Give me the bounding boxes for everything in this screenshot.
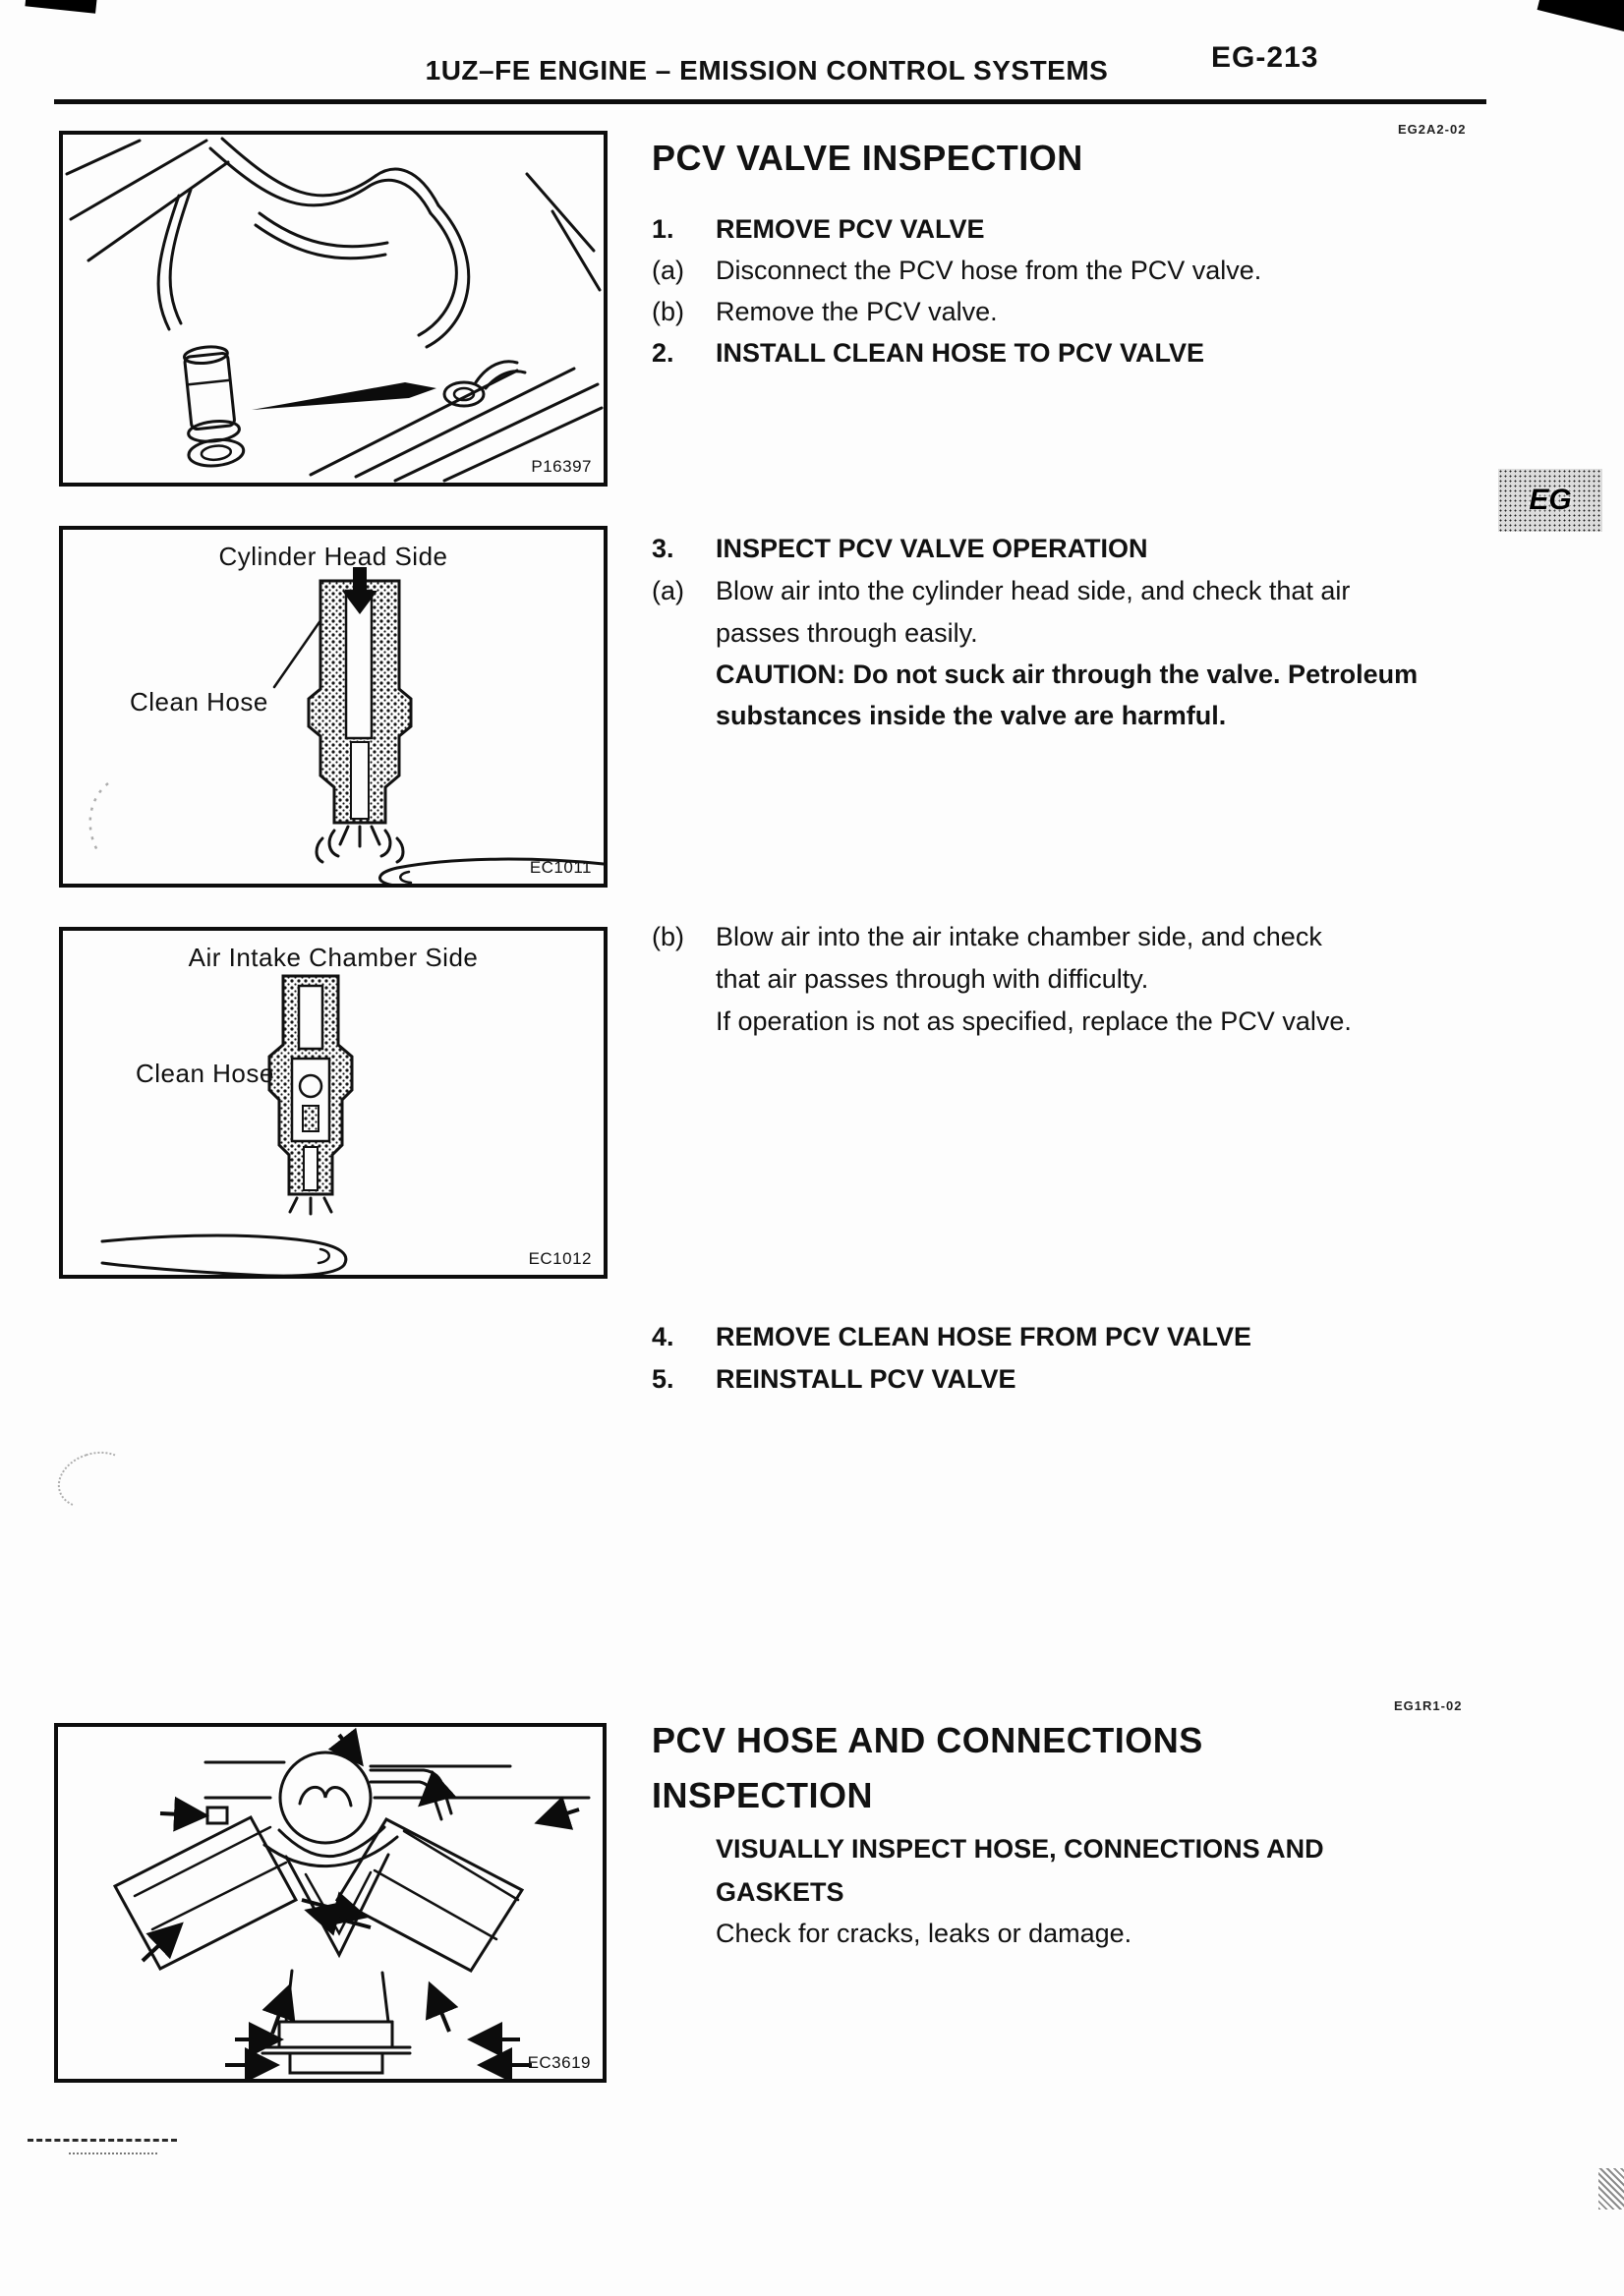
clean-hose-label: Clean Hose	[130, 687, 268, 717]
scan-artifact-dashed-line	[28, 2139, 177, 2142]
section-tab-eg	[1498, 469, 1602, 532]
figure-engine-front-view	[54, 1723, 607, 2083]
scan-artifact-arc	[50, 1443, 139, 1519]
step-3b-line2: that air passes through with difficulty.	[716, 964, 1149, 994]
figure-cylinder-head-side	[59, 526, 608, 888]
pcv-valve-cross-section	[63, 931, 604, 1275]
header-rule	[54, 99, 1486, 104]
section-title-pcv-hose-line1: PCV HOSE AND CONNECTIONS	[652, 1720, 1203, 1760]
scan-artifact-bottom-right	[1598, 2168, 1624, 2210]
step-3a-line2: passes through easily.	[716, 618, 978, 648]
scan-artifact-top-right	[1537, 0, 1624, 32]
section-title-pcv-valve: PCV VALVE INSPECTION	[652, 138, 1083, 178]
section-code-pcv-hose: EG1R1-02	[1394, 1698, 1463, 1713]
figure-code: EC3619	[527, 2053, 591, 2072]
step-1: 1. REMOVE PCV VALVE	[652, 214, 985, 244]
figure-engine-pcv-location	[59, 131, 608, 487]
step-1b: (b) Remove the PCV valve.	[652, 297, 998, 326]
section-title-pcv-hose-line2: INSPECTION	[652, 1775, 874, 1815]
instruction-line2: GASKETS	[716, 1877, 844, 1907]
step-3a: (a) Blow air into the cylinder head side, and check that air	[652, 576, 1351, 605]
scan-artifact-top-left	[25, 0, 96, 14]
section-code-pcv-valve: EG2A2-02	[1398, 122, 1467, 137]
instruction-line1: VISUALLY INSPECT HOSE, CONNECTIONS AND	[716, 1834, 1324, 1864]
figure-code: P16397	[531, 457, 592, 476]
step-2: 2. INSTALL CLEAN HOSE TO PCV VALVE	[652, 338, 1205, 368]
section-tab-label: EG	[1529, 484, 1572, 516]
figure-code: EC1011	[529, 858, 592, 877]
figure-air-intake-chamber-side	[59, 927, 608, 1279]
page-number: EG-213	[1211, 41, 1319, 74]
step-1a: (a) Disconnect the PCV hose from the PCV valve.	[652, 256, 1262, 285]
step-3b-line3: If operation is not as specified, replace the PCV valve.	[716, 1006, 1352, 1036]
finger-illustration	[102, 1235, 346, 1275]
caution-line2: substances inside the valve are harmful.	[716, 701, 1227, 730]
figure-caption: Cylinder Head Side	[218, 542, 448, 571]
engine-illustration	[58, 1727, 603, 2079]
caution-line1: CAUTION: Do not suck air through the valve. Petroleum	[716, 660, 1419, 689]
figure-caption: Air Intake Chamber Side	[188, 943, 479, 972]
step-4: 4. REMOVE CLEAN HOSE FROM PCV VALVE	[652, 1322, 1252, 1351]
figure-code: EC1012	[528, 1249, 592, 1268]
pointer-arrow-icon	[252, 382, 436, 410]
engine-illustration	[63, 135, 604, 483]
header-running-title: 1UZ–FE ENGINE – EMISSION CONTROL SYSTEMS	[425, 55, 1109, 86]
step-3b: (b) Blow air into the air intake chamber side, and check	[652, 922, 1322, 951]
step-5: 5. REINSTALL PCV VALVE	[652, 1364, 1016, 1394]
step-3: 3. INSPECT PCV VALVE OPERATION	[652, 534, 1148, 563]
clean-hose-label: Clean Hose	[136, 1059, 274, 1088]
scan-artifact-dotted-line	[69, 2152, 157, 2154]
instruction-note: Check for cracks, leaks or damage.	[716, 1919, 1132, 1948]
